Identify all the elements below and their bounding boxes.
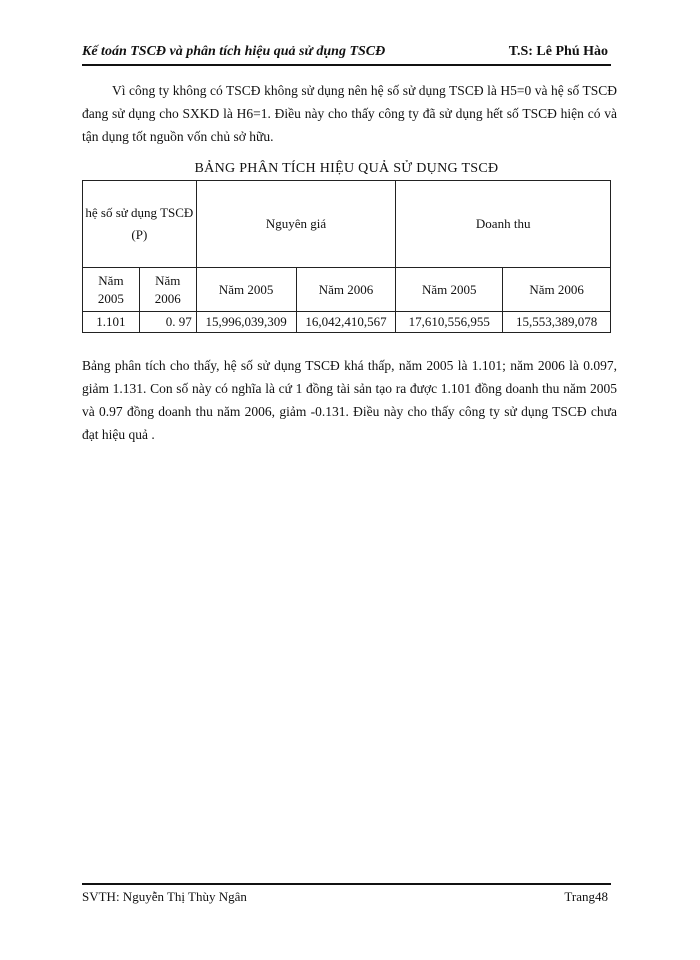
year-2005-cost: Năm 2005 — [196, 268, 296, 312]
table-header-row — [83, 181, 611, 268]
header-title: Kế toán TSCĐ và phân tích hiệu quả sử dụng TSCĐ — [82, 44, 386, 59]
year-2006-cost: Năm 2006 — [296, 268, 396, 312]
header-divider — [82, 64, 611, 66]
table-year-row — [83, 268, 611, 312]
year-2006-coef: Năm 2006 — [139, 268, 196, 312]
header-revenue: Doanh thu — [396, 181, 611, 268]
header-coefficient: hệ số sử dụng TSCĐ (P) — [83, 181, 197, 268]
cost-2006-value: 16,042,410,567 — [296, 312, 396, 333]
page-header — [82, 44, 610, 66]
table-data-row — [83, 312, 611, 333]
revenue-2006-value: 15,553,389,078 — [503, 312, 611, 333]
header-author: T.S: Lê Phú Hào — [508, 44, 608, 59]
footer-divider — [82, 883, 611, 885]
cost-2005-value: 15,996,039,309 — [196, 312, 296, 333]
analysis-paragraph: Bảng phân tích cho thấy, hệ số sử dụng TSCĐ khá thấp, năm 2005 là 1.101; năm 2006 là 0.097, giảm 1.131. Con số này có nghĩa là cứ 1 đồng tài sản tạo ra được 1.101 đồng doanh thu năm 2005 và 0.97 đồng doanh thu năm 2006, giảm -0.131. Điều này cho thấy công ty sử dụng TSCĐ chưa đạt hiệu quả . — [82, 358, 617, 442]
intro-paragraph: Vì công ty không có TSCĐ không sử dụng nên hệ số sử dụng TSCĐ là H5=0 và hệ số TSCĐ đang sử dụng cho SXKD là H6=1. Điều này cho thấy công ty đã sử dụng hết số TSCĐ hiện có và tận dụng tốt nguồn vốn chủ sở hữu. — [82, 83, 617, 144]
year-2005-coef: Năm 2005 — [83, 268, 140, 312]
footer-student: SVTH: Nguyễn Thị Thùy Ngân — [82, 889, 247, 904]
coef-2005-value: 1.101 — [83, 312, 140, 333]
efficiency-table — [82, 180, 611, 333]
year-2006-revenue: Năm 2006 — [503, 268, 611, 312]
page-number: Trang48 — [564, 889, 608, 904]
year-2005-revenue: Năm 2005 — [396, 268, 503, 312]
table-title: BẢNG PHÂN TÍCH HIỆU QUẢ SỬ DỤNG TSCĐ — [194, 161, 499, 176]
revenue-2005-value: 17,610,556,955 — [396, 312, 503, 333]
header-original-cost: Nguyên giá — [196, 181, 396, 268]
coef-2006-value: 0. 97 — [139, 312, 196, 333]
